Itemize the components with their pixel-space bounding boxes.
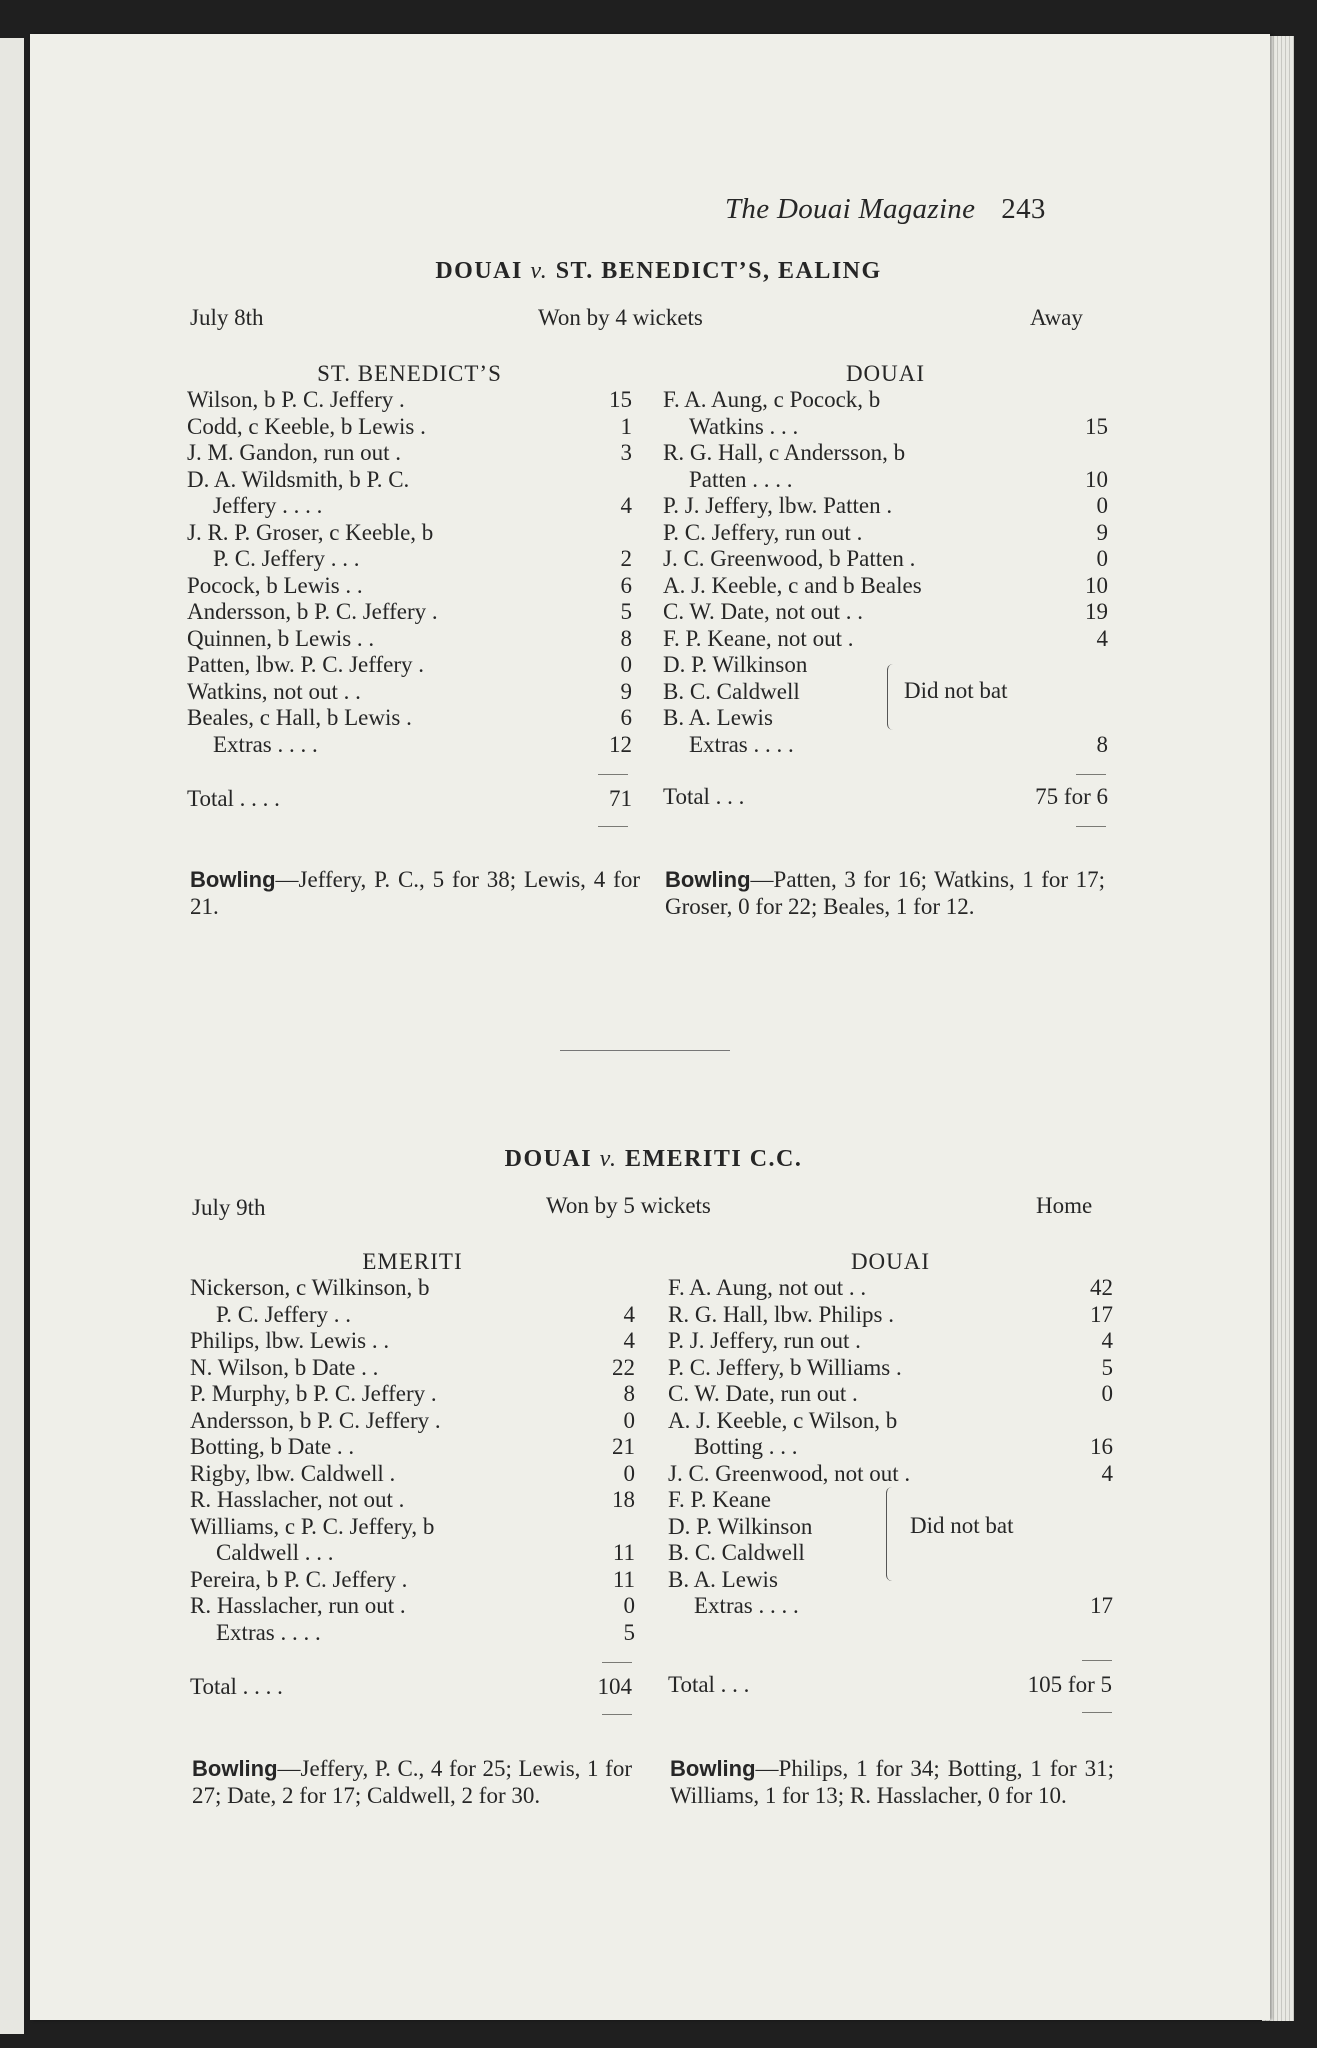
magazine-title: The Douai Magazine bbox=[725, 193, 976, 225]
batting-row bbox=[190, 1381, 635, 1408]
runs: 4 bbox=[1101, 1328, 1113, 1353]
batting-row bbox=[190, 1328, 635, 1355]
did-not-bat-player bbox=[663, 679, 1108, 706]
runs: 11 bbox=[612, 1566, 635, 1592]
batsman-dismissal: Codd, c Keeble, b Lewis . bbox=[187, 413, 426, 439]
batting-row bbox=[668, 1302, 1113, 1329]
batsman-dismissal: J. C. Greenwood, b Patten . bbox=[663, 546, 916, 571]
runs: 1 bbox=[620, 413, 632, 439]
batsman-dismissal: Andersson, b P. C. Jeffery . bbox=[187, 599, 438, 624]
batting-row bbox=[187, 520, 632, 547]
batting-row bbox=[187, 626, 632, 653]
runs: 8 bbox=[620, 625, 632, 651]
batsman-dismissal: B. A. Lewis bbox=[663, 705, 773, 730]
batting-row bbox=[668, 1408, 1113, 1435]
innings-total bbox=[663, 784, 1108, 811]
innings-total bbox=[668, 1672, 1112, 1699]
batting-row bbox=[663, 546, 1108, 573]
batting-row bbox=[663, 414, 1108, 441]
did-not-bat-brace bbox=[887, 664, 898, 730]
match-result: Won by 4 wickets bbox=[538, 305, 703, 330]
runs: 12 bbox=[609, 731, 632, 757]
match-venue: Home bbox=[1036, 1193, 1093, 1218]
runs: 2 bbox=[620, 546, 632, 571]
batting-row bbox=[190, 1355, 635, 1382]
batting-row bbox=[187, 387, 632, 414]
batting-row bbox=[663, 467, 1108, 494]
match-team-away: ST. BENEDICT’S, EALING bbox=[555, 258, 882, 284]
bowling-figures: —Philips, 1 for 34; Botting, 1 for 31; Williams, 1 for 13; R. Hasslacher, 0 for 10. bbox=[670, 1756, 1114, 1808]
runs: 5 bbox=[623, 1619, 635, 1645]
bowling-figures: —Jeffery, P. C., 4 for 25; Lewis, 1 for 27; Date, 2 for 17; Caldwell, 2 for 30. bbox=[192, 1756, 632, 1808]
total-rule bbox=[1076, 826, 1106, 827]
batsman-dismissal: F. P. Keane, not out . bbox=[663, 625, 854, 651]
total-label: Total . . . . bbox=[190, 1674, 283, 1699]
match-title bbox=[0, 258, 1317, 285]
total-score: 75 for 6 bbox=[1035, 784, 1108, 809]
batsman-dismissal: Andersson, b P. C. Jeffery . bbox=[190, 1407, 441, 1433]
bowling-label: Bowling bbox=[190, 867, 276, 892]
bowling-figures: —Patten, 3 for 16; Watkins, 1 for 17; Groser, 0 for 22; Beales, 1 for 12. bbox=[665, 867, 1105, 919]
batsman-dismissal: R. Hasslacher, not out . bbox=[190, 1487, 405, 1512]
match-team-away: EMERITI C.C. bbox=[625, 1146, 803, 1172]
batsman-dismissal: Extras . . . . bbox=[689, 731, 794, 757]
batsman-dismissal: N. Wilson, b Date . . bbox=[190, 1354, 379, 1380]
page-number: 243 bbox=[1001, 193, 1046, 225]
did-not-bat-label: Did not bat bbox=[904, 678, 1008, 703]
versus: v. bbox=[599, 1146, 618, 1172]
match-team-home: DOUAI bbox=[504, 1146, 593, 1172]
bowling-summary bbox=[190, 866, 640, 920]
runs: 11 bbox=[612, 1540, 635, 1565]
runs: 17 bbox=[1090, 1593, 1113, 1618]
batsman-dismissal: B. C. Caldwell bbox=[663, 678, 800, 704]
batting-row bbox=[668, 1355, 1113, 1382]
runs: 0 bbox=[623, 1460, 635, 1486]
batting-row bbox=[187, 493, 632, 520]
runs: 5 bbox=[1101, 1354, 1113, 1380]
section-divider bbox=[560, 1050, 730, 1051]
batsman-dismissal: Beales, c Hall, b Lewis . bbox=[187, 705, 412, 730]
runs: 18 bbox=[612, 1487, 635, 1512]
batting-row bbox=[187, 440, 632, 467]
innings-team-name: EMERITI bbox=[362, 1249, 463, 1274]
batsman-dismissal: A. J. Keeble, c and b Beales bbox=[663, 572, 922, 598]
bowling-summary bbox=[665, 866, 1105, 920]
runs: 15 bbox=[1085, 413, 1108, 439]
batting-row bbox=[663, 573, 1108, 600]
innings-left bbox=[187, 361, 632, 758]
batsman-dismissal: Extras . . . . bbox=[216, 1619, 321, 1645]
batsman-dismissal: Patten, lbw. P. C. Jeffery . bbox=[187, 652, 425, 677]
batting-row bbox=[190, 1620, 635, 1647]
batsman-dismissal: P. J. Jeffery, lbw. Patten . bbox=[663, 493, 893, 518]
batsman-dismissal: Williams, c P. C. Jeffery, b bbox=[190, 1513, 435, 1539]
batting-row bbox=[668, 1434, 1113, 1461]
match-team-home: DOUAI bbox=[435, 258, 523, 284]
innings-total bbox=[187, 786, 632, 813]
batsman-dismissal: R. Hasslacher, run out . bbox=[190, 1593, 406, 1618]
batting-row bbox=[187, 732, 632, 759]
innings-total bbox=[190, 1674, 632, 1701]
runs: 10 bbox=[1085, 572, 1108, 598]
total-rule bbox=[598, 774, 628, 775]
did-not-bat-brace bbox=[886, 1487, 897, 1581]
batsman-dismissal: F. P. Keane bbox=[668, 1487, 771, 1512]
batsman-dismissal: F. A. Aung, not out . . bbox=[668, 1275, 867, 1300]
bowling-label: Bowling bbox=[192, 1756, 278, 1781]
batting-row bbox=[668, 1328, 1113, 1355]
total-rule bbox=[1076, 774, 1106, 775]
bowling-summary bbox=[670, 1755, 1114, 1809]
runs: 0 bbox=[623, 1593, 635, 1618]
batsman-dismissal: Pocock, b Lewis . . bbox=[187, 572, 363, 598]
runs: 10 bbox=[1085, 466, 1108, 492]
runs: 22 bbox=[612, 1354, 635, 1380]
total-rule bbox=[598, 826, 628, 827]
batsman-dismissal: B. A. Lewis bbox=[668, 1566, 778, 1592]
did-not-bat-player bbox=[663, 652, 1108, 679]
batsman-dismissal: Watkins, not out . . bbox=[187, 678, 361, 704]
batsman-dismissal: Watkins . . . bbox=[689, 413, 799, 439]
runs: 8 bbox=[623, 1381, 635, 1406]
did-not-bat-player bbox=[663, 705, 1108, 732]
batting-row bbox=[187, 599, 632, 626]
match-venue: Away bbox=[1030, 305, 1083, 330]
batting-row bbox=[190, 1408, 635, 1435]
batting-row bbox=[190, 1487, 635, 1514]
batting-row bbox=[668, 1381, 1113, 1408]
running-header bbox=[725, 193, 1046, 226]
batsman-dismissal: P. C. Jeffery, run out . bbox=[663, 519, 863, 545]
batsman-dismissal: Jeffery . . . . bbox=[213, 493, 323, 518]
batsman-dismissal: Extras . . . . bbox=[694, 1593, 799, 1618]
runs: 0 bbox=[620, 652, 632, 677]
total-rule bbox=[602, 1714, 632, 1715]
total-label: Total . . . bbox=[663, 784, 745, 809]
runs: 0 bbox=[623, 1407, 635, 1433]
batsman-dismissal: Botting . . . bbox=[694, 1434, 798, 1459]
runs: 4 bbox=[1101, 1460, 1113, 1486]
batsman-dismissal: Caldwell . . . bbox=[216, 1540, 334, 1565]
runs: 16 bbox=[1090, 1434, 1113, 1459]
facing-page-edge bbox=[0, 38, 24, 2034]
runs: 21 bbox=[612, 1434, 635, 1459]
total-rule bbox=[602, 1662, 632, 1663]
batsman-dismissal: J. M. Gandon, run out . bbox=[187, 440, 402, 465]
batting-row bbox=[187, 652, 632, 679]
innings-team-name: DOUAI bbox=[850, 1249, 931, 1274]
batsman-dismissal: D. A. Wildsmith, b P. C. bbox=[187, 466, 410, 492]
batting-row bbox=[190, 1567, 635, 1594]
total-rule bbox=[1082, 1712, 1112, 1713]
runs: 6 bbox=[620, 705, 632, 730]
runs: 4 bbox=[623, 1301, 635, 1327]
batsman-dismissal: P. C. Jeffery, b Williams . bbox=[668, 1354, 902, 1380]
batting-row bbox=[668, 1275, 1113, 1302]
runs: 5 bbox=[620, 599, 632, 624]
runs: 6 bbox=[620, 572, 632, 598]
batsman-dismissal: Patten . . . . bbox=[689, 466, 793, 492]
batsman-dismissal: Extras . . . . bbox=[213, 731, 318, 757]
batsman-dismissal: Philips, lbw. Lewis . . bbox=[190, 1328, 390, 1353]
total-score: 105 for 5 bbox=[1027, 1672, 1112, 1697]
batting-row bbox=[663, 599, 1108, 626]
batting-row bbox=[187, 546, 632, 573]
innings-team-name: DOUAI bbox=[845, 361, 926, 386]
batting-row bbox=[663, 626, 1108, 653]
batting-row bbox=[668, 1593, 1113, 1620]
total-label: Total . . . . bbox=[187, 786, 280, 811]
batsman-dismissal: Quinnen, b Lewis . . bbox=[187, 625, 375, 651]
did-not-bat-label: Did not bat bbox=[910, 1513, 1014, 1538]
batsman-dismissal: P. C. Jeffery . . bbox=[216, 1301, 352, 1327]
runs: 15 bbox=[609, 387, 632, 412]
total-rule bbox=[1082, 1660, 1112, 1661]
runs: 0 bbox=[1101, 1381, 1113, 1406]
runs: 9 bbox=[620, 678, 632, 704]
batsman-dismissal: J. C. Greenwood, not out . bbox=[668, 1460, 911, 1486]
batsman-dismissal: A. J. Keeble, c Wilson, b bbox=[668, 1407, 898, 1433]
batsman-dismissal: F. A. Aung, c Pocock, b bbox=[663, 387, 881, 412]
bowling-label: Bowling bbox=[665, 867, 751, 892]
batting-row bbox=[187, 679, 632, 706]
batting-row bbox=[663, 493, 1108, 520]
versus: v. bbox=[530, 258, 549, 284]
runs: 0 bbox=[1096, 493, 1108, 518]
runs: 42 bbox=[1090, 1275, 1113, 1300]
match-date: July 8th bbox=[190, 305, 264, 330]
runs: 3 bbox=[620, 440, 632, 465]
total-score: 104 bbox=[597, 1674, 632, 1699]
batting-row bbox=[187, 705, 632, 732]
runs: 17 bbox=[1090, 1301, 1113, 1327]
match-result: Won by 5 wickets bbox=[546, 1193, 711, 1218]
batsman-dismissal: P. C. Jeffery . . . bbox=[213, 546, 360, 571]
batting-row bbox=[190, 1461, 635, 1488]
batting-row bbox=[663, 520, 1108, 547]
runs: 19 bbox=[1085, 599, 1108, 624]
batsman-dismissal: R. G. Hall, c Andersson, b bbox=[663, 440, 906, 465]
batting-row bbox=[190, 1302, 635, 1329]
batsman-dismissal: C. W. Date, not out . . bbox=[663, 599, 863, 624]
innings-right bbox=[663, 361, 1108, 758]
runs: 4 bbox=[623, 1328, 635, 1353]
batsman-dismissal: C. W. Date, run out . bbox=[668, 1381, 858, 1406]
batting-row bbox=[187, 414, 632, 441]
batsman-dismissal: R. G. Hall, lbw. Philips . bbox=[668, 1301, 894, 1327]
total-label: Total . . . bbox=[668, 1672, 750, 1697]
match-title bbox=[0, 1146, 1312, 1173]
batsman-dismissal: D. P. Wilkinson bbox=[668, 1513, 813, 1539]
batting-row bbox=[668, 1461, 1113, 1488]
runs: 9 bbox=[1096, 519, 1108, 545]
batting-row bbox=[190, 1593, 635, 1620]
batting-row bbox=[187, 573, 632, 600]
bowling-summary bbox=[192, 1755, 632, 1809]
batting-row bbox=[190, 1434, 635, 1461]
batsman-dismissal: D. P. Wilkinson bbox=[663, 652, 808, 677]
runs: 8 bbox=[1096, 731, 1108, 757]
total-score: 71 bbox=[609, 786, 632, 811]
innings-team-name: ST. BENEDICT’S bbox=[317, 361, 502, 386]
batsman-dismissal: J. R. P. Groser, c Keeble, b bbox=[187, 519, 434, 545]
batsman-dismissal: Botting, b Date . . bbox=[190, 1434, 355, 1459]
batting-row bbox=[187, 467, 632, 494]
batsman-dismissal: Pereira, b P. C. Jeffery . bbox=[190, 1566, 408, 1592]
batting-row bbox=[663, 440, 1108, 467]
runs: 4 bbox=[1096, 625, 1108, 651]
innings-left bbox=[190, 1249, 635, 1646]
batsman-dismissal: Nickerson, c Wilkinson, b bbox=[190, 1275, 430, 1300]
batting-row bbox=[663, 387, 1108, 414]
batting-row bbox=[190, 1514, 635, 1541]
match-date: July 9th bbox=[192, 1195, 266, 1220]
bowling-label: Bowling bbox=[670, 1756, 756, 1781]
batting-row bbox=[190, 1540, 635, 1567]
batsman-dismissal: B. C. Caldwell bbox=[668, 1540, 805, 1565]
bowling-figures: —Jeffery, P. C., 5 for 38; Lewis, 4 for 21. bbox=[190, 867, 640, 919]
runs: 0 bbox=[1096, 546, 1108, 571]
batsman-dismissal: P. J. Jeffery, run out . bbox=[668, 1328, 861, 1353]
magazine-page bbox=[30, 34, 1270, 2020]
batting-row bbox=[663, 732, 1108, 759]
batsman-dismissal: Wilson, b P. C. Jeffery . bbox=[187, 387, 405, 412]
batting-row bbox=[190, 1275, 635, 1302]
runs: 4 bbox=[620, 493, 632, 518]
batsman-dismissal: P. Murphy, b P. C. Jeffery . bbox=[190, 1381, 437, 1406]
batsman-dismissal: Rigby, lbw. Caldwell . bbox=[190, 1460, 396, 1486]
